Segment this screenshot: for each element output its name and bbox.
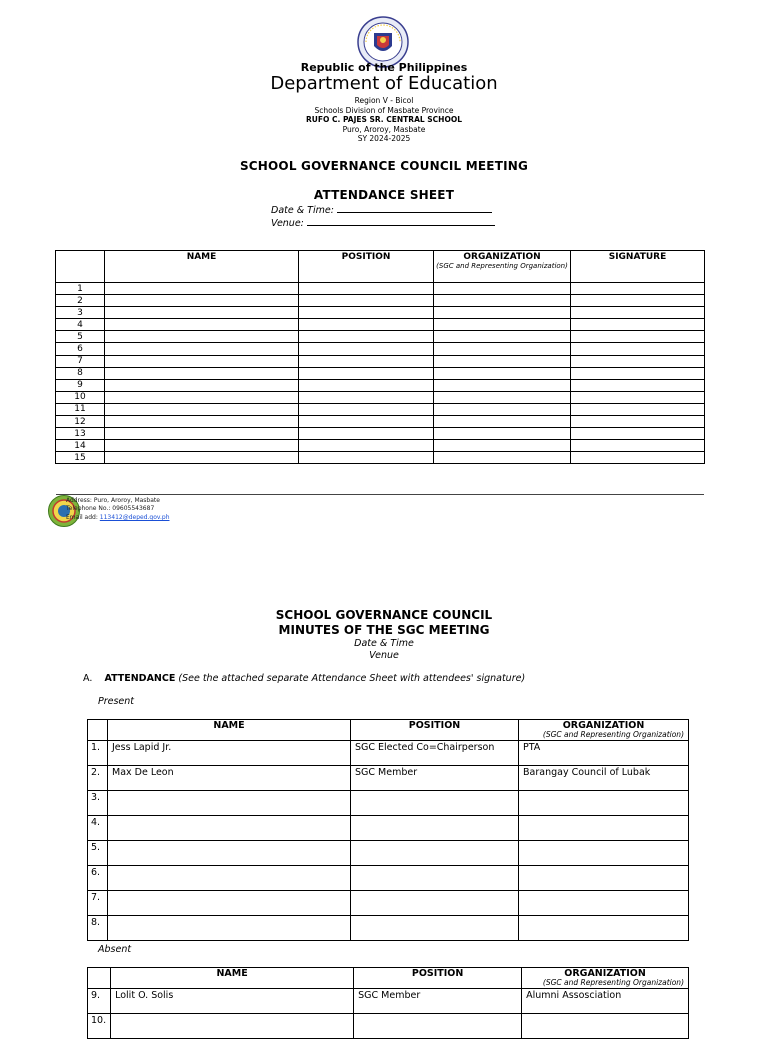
organization-cell[interactable] bbox=[434, 295, 571, 307]
name-cell[interactable] bbox=[105, 367, 299, 379]
signature-cell[interactable] bbox=[571, 355, 705, 367]
row-number: 14 bbox=[56, 440, 105, 452]
member-organization-cell[interactable]: Barangay Council of Lubak bbox=[519, 766, 689, 791]
position-cell[interactable] bbox=[299, 343, 434, 355]
row-number: 9 bbox=[56, 379, 105, 391]
member-name-cell[interactable] bbox=[108, 866, 351, 891]
organization-cell[interactable] bbox=[434, 428, 571, 440]
member-position-cell[interactable]: SGC Member bbox=[354, 989, 522, 1014]
member-row bbox=[88, 1014, 689, 1039]
member-position-cell[interactable] bbox=[354, 1014, 522, 1039]
signature-cell[interactable] bbox=[571, 428, 705, 440]
organization-cell[interactable] bbox=[434, 355, 571, 367]
name-cell[interactable] bbox=[105, 428, 299, 440]
row-number: 4. bbox=[88, 816, 108, 841]
organization-cell[interactable] bbox=[434, 319, 571, 331]
footer-email-line bbox=[66, 514, 170, 522]
position-column-header: POSITION bbox=[354, 968, 522, 989]
attendance-row bbox=[56, 331, 705, 343]
name-column-header: NAME bbox=[108, 720, 351, 741]
member-name-cell[interactable] bbox=[108, 891, 351, 916]
position-cell[interactable] bbox=[299, 391, 434, 403]
name-column-header: NAME bbox=[111, 968, 354, 989]
organization-header-label: ORGANIZATION bbox=[463, 252, 541, 262]
member-name-cell[interactable] bbox=[108, 841, 351, 866]
attendance-row bbox=[56, 295, 705, 307]
section-a-label: ATTENDANCE bbox=[104, 673, 176, 684]
row-number: 10 bbox=[56, 391, 105, 403]
name-cell[interactable] bbox=[105, 319, 299, 331]
signature-cell[interactable] bbox=[571, 416, 705, 428]
member-name-cell[interactable] bbox=[111, 1014, 354, 1039]
position-cell[interactable] bbox=[299, 295, 434, 307]
organization-cell[interactable] bbox=[434, 379, 571, 391]
member-position-cell[interactable] bbox=[351, 791, 519, 816]
signature-cell[interactable] bbox=[571, 403, 705, 415]
attendance-row bbox=[56, 391, 705, 403]
member-position-cell[interactable] bbox=[351, 916, 519, 941]
minutes-date-time: Date & Time bbox=[354, 638, 414, 649]
row-number: 2 bbox=[56, 295, 105, 307]
member-row bbox=[88, 916, 689, 941]
name-cell[interactable] bbox=[105, 307, 299, 319]
footer-address: Address: Puro, Aroroy, Masbate bbox=[66, 497, 160, 504]
row-number: 11 bbox=[56, 403, 105, 415]
num-column-header bbox=[88, 968, 111, 989]
member-organization-cell[interactable] bbox=[519, 841, 689, 866]
attendance-sheet-title: ATTENDANCE SHEET bbox=[313, 188, 455, 202]
position-cell[interactable] bbox=[299, 307, 434, 319]
region-text: Region V - Bicol bbox=[354, 96, 414, 105]
section-a-letter: A. bbox=[83, 673, 93, 684]
position-cell[interactable] bbox=[299, 355, 434, 367]
organization-header-label: ORGANIZATION bbox=[564, 968, 646, 979]
member-organization-cell[interactable]: PTA bbox=[519, 741, 689, 766]
date-time-field[interactable] bbox=[271, 203, 492, 216]
member-row bbox=[88, 766, 689, 791]
row-number: 5 bbox=[56, 331, 105, 343]
member-position-cell[interactable]: SGC Elected Co=Chairperson bbox=[351, 741, 519, 766]
signature-cell[interactable] bbox=[571, 307, 705, 319]
member-name-cell[interactable] bbox=[108, 816, 351, 841]
row-number: 10. bbox=[88, 1014, 111, 1039]
attendance-sheet-table bbox=[55, 250, 705, 464]
member-name-cell[interactable]: Lolit O. Solis bbox=[111, 989, 354, 1014]
meeting-title: SCHOOL GOVERNANCE COUNCIL MEETING bbox=[239, 159, 529, 173]
position-cell[interactable] bbox=[299, 379, 434, 391]
organization-cell[interactable] bbox=[434, 416, 571, 428]
organization-cell[interactable] bbox=[434, 452, 571, 464]
date-time-blank[interactable] bbox=[337, 203, 492, 213]
venue-blank[interactable] bbox=[307, 216, 495, 226]
name-cell[interactable] bbox=[105, 452, 299, 464]
attendance-row bbox=[56, 379, 705, 391]
member-organization-cell[interactable] bbox=[522, 1014, 689, 1039]
member-name-cell[interactable]: Jess Lapid Jr. bbox=[108, 741, 351, 766]
member-position-cell[interactable]: SGC Member bbox=[351, 766, 519, 791]
attendance-row bbox=[56, 343, 705, 355]
position-cell[interactable] bbox=[299, 331, 434, 343]
signature-cell[interactable] bbox=[571, 283, 705, 295]
attendance-row bbox=[56, 283, 705, 295]
section-a-note: (See the attached separate Attendance Sheet with attendees' signature) bbox=[178, 673, 526, 684]
signature-cell[interactable] bbox=[571, 295, 705, 307]
signature-cell[interactable] bbox=[571, 367, 705, 379]
row-number: 4 bbox=[56, 319, 105, 331]
name-cell[interactable] bbox=[105, 295, 299, 307]
member-row bbox=[88, 741, 689, 766]
row-number: 8. bbox=[88, 916, 108, 941]
school-name: RUFO C. PAJES SR. CENTRAL SCHOOL bbox=[306, 115, 462, 124]
organization-cell[interactable] bbox=[434, 440, 571, 452]
organization-cell[interactable] bbox=[434, 367, 571, 379]
row-number: 15 bbox=[56, 452, 105, 464]
member-organization-cell[interactable] bbox=[519, 916, 689, 941]
member-organization-cell[interactable] bbox=[519, 866, 689, 891]
attendance-row bbox=[56, 403, 705, 415]
organization-header-label: ORGANIZATION bbox=[562, 720, 645, 731]
member-position-cell[interactable] bbox=[351, 816, 519, 841]
footer-email-link[interactable]: 113412@deped.gov.ph bbox=[99, 514, 170, 521]
member-organization-cell[interactable] bbox=[519, 791, 689, 816]
attendance-row bbox=[56, 452, 705, 464]
row-number: 6. bbox=[88, 866, 108, 891]
present-table bbox=[87, 719, 689, 941]
signature-cell[interactable] bbox=[571, 319, 705, 331]
position-cell[interactable] bbox=[299, 403, 434, 415]
venue-label: Venue: bbox=[271, 218, 304, 229]
attendance-row bbox=[56, 440, 705, 452]
member-row bbox=[88, 841, 689, 866]
row-number: 1. bbox=[88, 741, 108, 766]
num-column-header bbox=[56, 251, 105, 283]
signature-cell[interactable] bbox=[571, 391, 705, 403]
organization-cell[interactable] bbox=[434, 403, 571, 415]
row-number: 7. bbox=[88, 891, 108, 916]
member-name-cell[interactable]: Max De Leon bbox=[108, 766, 351, 791]
member-row bbox=[88, 989, 689, 1014]
signature-cell[interactable] bbox=[571, 331, 705, 343]
row-number: 1 bbox=[56, 283, 105, 295]
member-position-cell[interactable] bbox=[351, 891, 519, 916]
division-text: Schools Division of Masbate Province bbox=[314, 106, 454, 115]
venue-field[interactable] bbox=[271, 216, 495, 229]
signature-column-header: SIGNATURE bbox=[571, 251, 705, 283]
organization-column-header bbox=[434, 251, 571, 283]
position-cell[interactable] bbox=[299, 367, 434, 379]
member-organization-cell[interactable] bbox=[519, 816, 689, 841]
present-header-row bbox=[88, 720, 689, 741]
position-cell[interactable] bbox=[299, 416, 434, 428]
absent-header-row bbox=[88, 968, 689, 989]
attendance-row bbox=[56, 319, 705, 331]
num-column-header bbox=[88, 720, 108, 741]
attendance-row bbox=[56, 307, 705, 319]
row-number: 3. bbox=[88, 791, 108, 816]
signature-cell[interactable] bbox=[571, 440, 705, 452]
row-number: 5. bbox=[88, 841, 108, 866]
signature-cell[interactable] bbox=[571, 379, 705, 391]
member-row bbox=[88, 866, 689, 891]
organization-column-header bbox=[519, 720, 689, 741]
organization-cell[interactable] bbox=[434, 307, 571, 319]
row-number: 9. bbox=[88, 989, 111, 1014]
organization-cell[interactable] bbox=[434, 391, 571, 403]
attendance-row bbox=[56, 428, 705, 440]
organization-column-header bbox=[522, 968, 689, 989]
minutes-title: MINUTES OF THE SGC MEETING bbox=[278, 623, 490, 637]
row-number: 13 bbox=[56, 428, 105, 440]
attendance-row bbox=[56, 355, 705, 367]
row-number: 6 bbox=[56, 343, 105, 355]
member-name-cell[interactable] bbox=[108, 916, 351, 941]
member-position-cell[interactable] bbox=[351, 841, 519, 866]
row-number: 7 bbox=[56, 355, 105, 367]
member-row bbox=[88, 891, 689, 916]
present-label: Present bbox=[98, 696, 135, 707]
organization-header-note: (SGC and Representing Organization) bbox=[542, 978, 684, 987]
footer-telephone: Telephone No.: 09605543687 bbox=[66, 505, 155, 512]
minutes-venue: Venue bbox=[369, 650, 399, 661]
position-column-header: POSITION bbox=[351, 720, 519, 741]
name-cell[interactable] bbox=[105, 440, 299, 452]
department-heading: Department of Education bbox=[270, 73, 498, 94]
section-a-heading bbox=[83, 673, 525, 684]
name-cell[interactable] bbox=[105, 355, 299, 367]
member-name-cell[interactable] bbox=[108, 791, 351, 816]
organization-cell[interactable] bbox=[434, 283, 571, 295]
position-cell[interactable] bbox=[299, 428, 434, 440]
position-cell[interactable] bbox=[299, 319, 434, 331]
position-cell[interactable] bbox=[299, 440, 434, 452]
attendance-row bbox=[56, 416, 705, 428]
name-cell[interactable] bbox=[105, 416, 299, 428]
member-row bbox=[88, 816, 689, 841]
name-cell[interactable] bbox=[105, 343, 299, 355]
attendance-row bbox=[56, 367, 705, 379]
signature-cell[interactable] bbox=[571, 343, 705, 355]
school-address: Puro, Aroroy, Masbate bbox=[342, 125, 426, 134]
row-number: 3 bbox=[56, 307, 105, 319]
name-cell[interactable] bbox=[105, 283, 299, 295]
member-organization-cell[interactable]: Alumni Assosciation bbox=[522, 989, 689, 1014]
row-number: 12 bbox=[56, 416, 105, 428]
republic-heading: Republic of the Philippines bbox=[300, 61, 468, 74]
position-column-header: POSITION bbox=[299, 251, 434, 283]
member-position-cell[interactable] bbox=[351, 866, 519, 891]
member-organization-cell[interactable] bbox=[519, 891, 689, 916]
signature-cell[interactable] bbox=[571, 452, 705, 464]
name-cell[interactable] bbox=[105, 379, 299, 391]
name-cell[interactable] bbox=[105, 331, 299, 343]
name-column-header: NAME bbox=[105, 251, 299, 283]
footer-email-label: Email add: bbox=[66, 514, 98, 521]
absent-label: Absent bbox=[98, 944, 132, 955]
attendance-header-row bbox=[56, 251, 705, 283]
name-cell[interactable] bbox=[105, 403, 299, 415]
organization-header-note: (SGC and Representing Organization) bbox=[436, 262, 568, 270]
council-title: SCHOOL GOVERNANCE COUNCIL bbox=[275, 608, 493, 622]
organization-cell[interactable] bbox=[434, 343, 571, 355]
row-number: 8 bbox=[56, 367, 105, 379]
organization-header-note: (SGC and Representing Organization) bbox=[542, 730, 684, 739]
position-cell[interactable] bbox=[299, 283, 434, 295]
organization-cell[interactable] bbox=[434, 331, 571, 343]
footer-divider bbox=[56, 494, 704, 495]
position-cell[interactable] bbox=[299, 452, 434, 464]
date-time-label: Date & Time: bbox=[271, 205, 334, 216]
member-row bbox=[88, 791, 689, 816]
school-year: SY 2024-2025 bbox=[357, 134, 411, 143]
absent-table bbox=[87, 967, 689, 1039]
name-cell[interactable] bbox=[105, 391, 299, 403]
row-number: 2. bbox=[88, 766, 108, 791]
